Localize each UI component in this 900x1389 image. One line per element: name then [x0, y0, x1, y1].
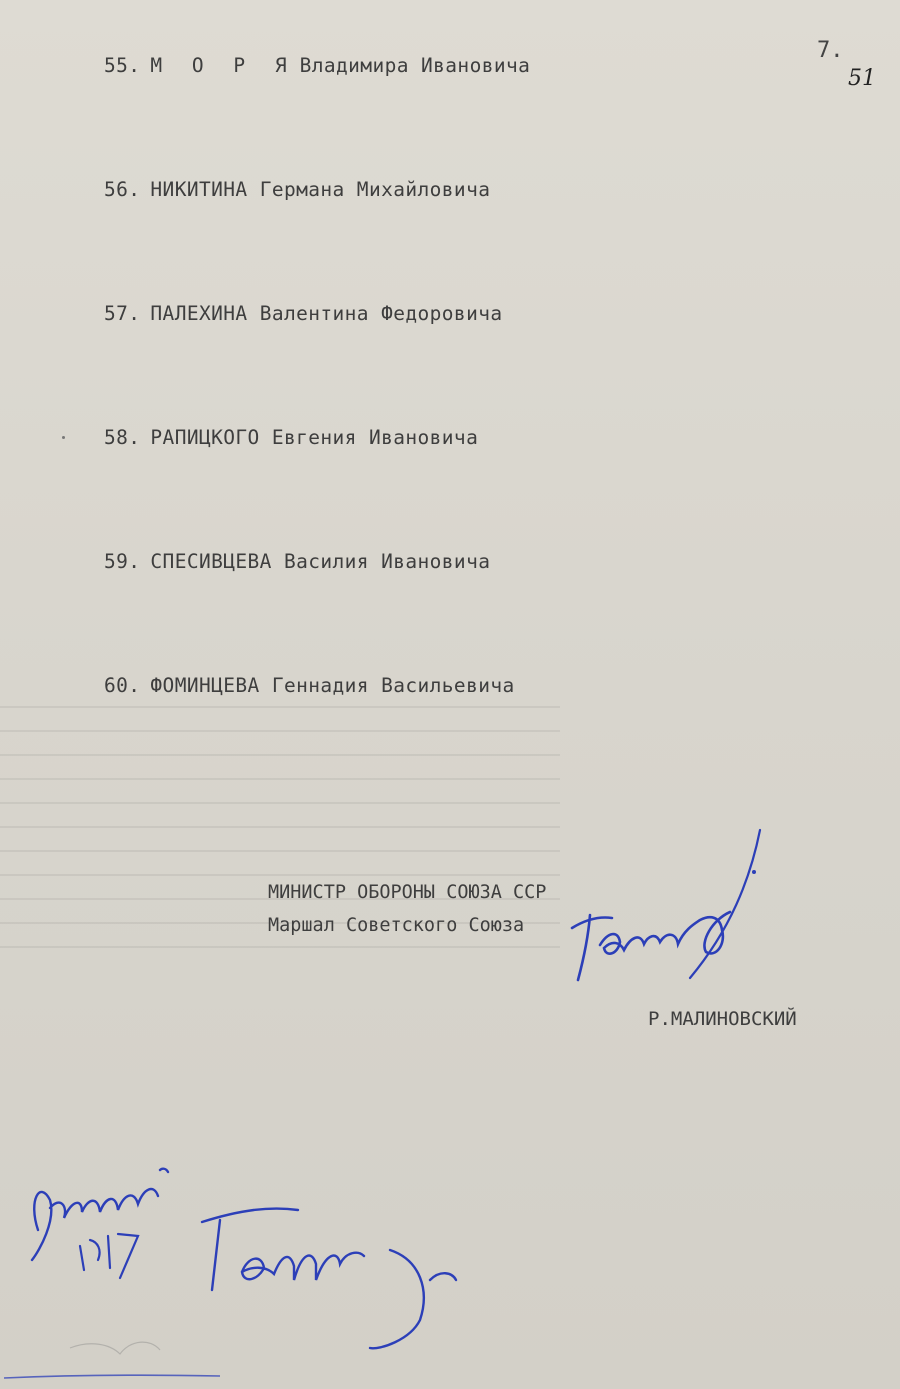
item-surname: ПАЛЕХИНА	[150, 302, 248, 325]
item-name: Валентина Федоровича	[259, 302, 503, 325]
item-surname: ФОМИНЦЕВА	[150, 674, 260, 697]
item-number: 56.	[104, 178, 141, 201]
item-number: 59.	[104, 550, 141, 573]
signatory-rank: Маршал Советского Союза	[268, 915, 525, 936]
item-number: 58.	[104, 426, 141, 449]
minister-signature	[560, 820, 780, 990]
list-item	[104, 178, 490, 201]
reverse-side-bleedthrough	[0, 690, 560, 950]
list-item	[104, 550, 490, 573]
item-number: 55.	[104, 54, 141, 77]
list-item	[104, 54, 530, 77]
item-name: Германа Михайловича	[259, 178, 491, 201]
item-surname: НИКИТИНА	[150, 178, 248, 201]
item-name: Евгения Ивановича	[271, 426, 479, 449]
pencil-marks	[0, 1330, 230, 1389]
item-name: Геннадия Васильевича	[271, 674, 515, 697]
item-name: Владимира Ивановича	[299, 54, 531, 77]
page-number-typed: 7.	[817, 38, 844, 63]
item-number: 60.	[104, 674, 141, 697]
margin-dot	[62, 436, 65, 439]
handwritten-signature-center	[190, 1180, 480, 1360]
list-item	[104, 674, 515, 697]
page-number-handwritten: 51	[848, 66, 876, 91]
signatory-name: Р.МАЛИНОВСКИЙ	[648, 1008, 797, 1030]
item-surname: СПЕСИВЦЕВА	[150, 550, 272, 573]
handwritten-initials-left	[10, 1160, 180, 1290]
item-surname: М О Р Я	[150, 54, 296, 77]
item-name: Василия Ивановича	[283, 550, 491, 573]
list-item	[104, 426, 478, 449]
signatory-title: МИНИСТР ОБОРОНЫ СОЮЗА ССР	[268, 882, 547, 903]
item-number: 57.	[104, 302, 141, 325]
list-item	[104, 302, 503, 325]
item-surname: РАПИЦКОГО	[150, 426, 260, 449]
